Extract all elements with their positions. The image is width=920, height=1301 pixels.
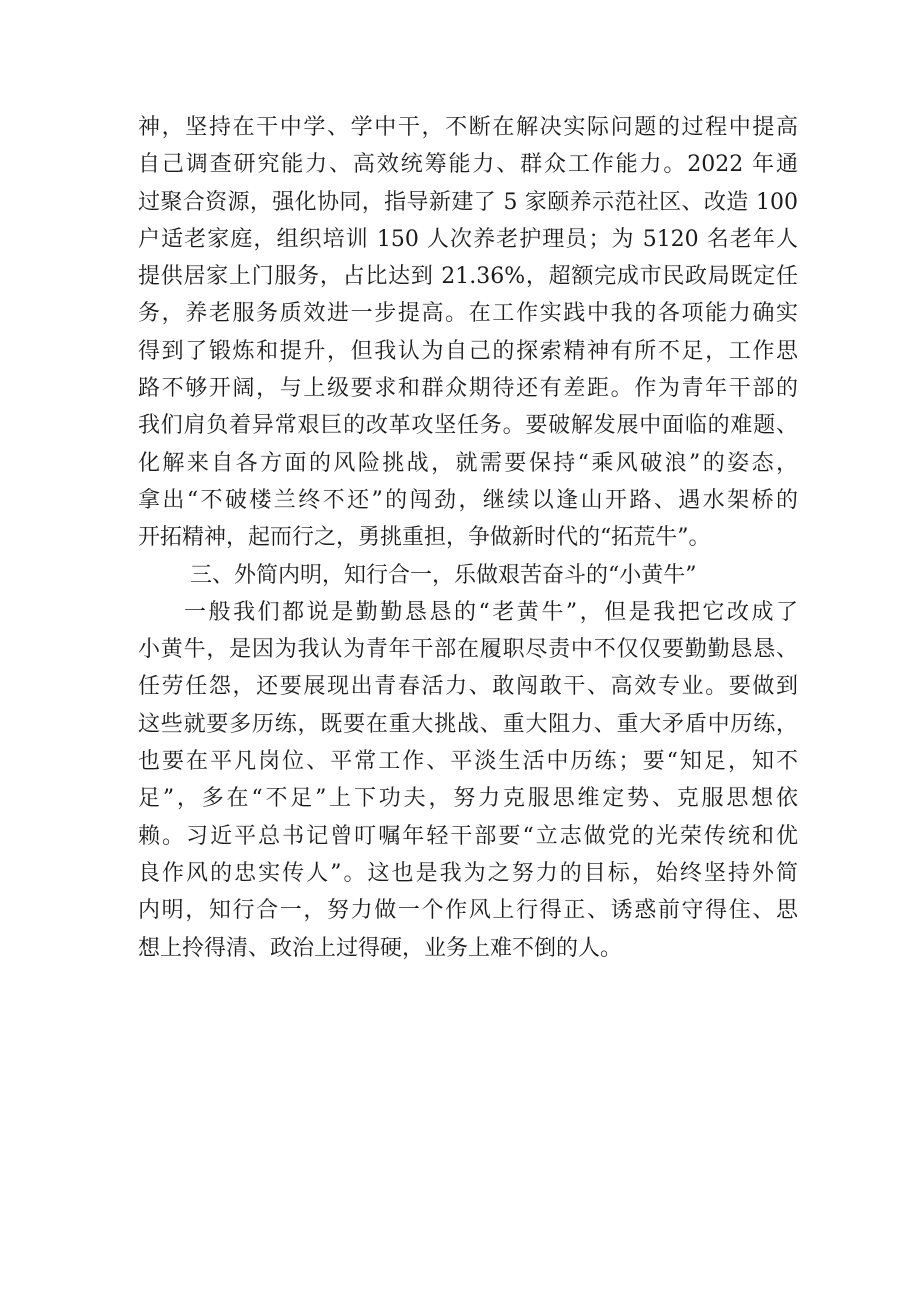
text-line: 路不够开阔，与上级要求和群众期待还有差距。作为青年干部的 <box>138 376 798 402</box>
text-line: 我们肩负着异常艰巨的改革攻坚任务。要破解发展中面临的难题、 <box>138 413 798 439</box>
text-line: 也要在平凡岗位、平常工作、平淡生活中历练；要“知足，知不 <box>138 749 798 775</box>
text-line: 化解来自各方面的风险挑战，就需要保持“乘风破浪”的姿态， <box>138 450 798 476</box>
text-line: 神，坚持在干中学、学中干，不断在解决实际问题的过程中提高 <box>138 115 798 140</box>
text-line: 赖。习近平总书记曾叮嘱年轻干部要“立志做党的光荣传统和优 <box>138 823 798 849</box>
text-line: 拿出“不破楼兰终不还”的闯劲，继续以逢山开路、遇水架桥的 <box>138 487 798 513</box>
text-line: 提供居家上门服务，占比达到 21.36%，超额完成市民政局既定任 <box>138 264 798 290</box>
paragraph-section-3 <box>138 594 798 967</box>
text-line: 足”，多在“不足”上下功夫，努力克服思维定势、克服思想依 <box>138 786 798 812</box>
text-line: 过聚合资源，强化协同，指导新建了 5 家颐养示范社区、改造 100 <box>138 189 798 215</box>
text-line: 这些就要多历练，既要在重大挑战、重大阻力、重大矛盾中历练， <box>138 711 798 737</box>
text-line: 小黄牛，是因为我认为青年干部在履职尽责中不仅仅要勤勤恳恳、 <box>138 637 798 663</box>
text-line: 自己调查研究能力、高效统筹能力、群众工作能力。2022 年通 <box>138 152 798 178</box>
text-line: 任劳任怨，还要展现出青春活力、敢闯敢干、高效专业。要做到 <box>138 674 798 700</box>
text-line: 户适老家庭，组织培训 150 人次养老护理员；为 5120 名老年人 <box>138 226 798 252</box>
text-line: 想上拎得清、政治上过得硬，业务上难不倒的人。 <box>138 935 623 961</box>
section-heading: 三、外简内明，知行合一，乐做艰苦奋斗的“小黄牛” <box>190 562 697 588</box>
document-body <box>138 109 798 967</box>
text-line: 良作风的忠实传人”。这也是我为之努力的目标，始终坚持外简 <box>138 860 798 886</box>
text-line: 得到了锻炼和提升，但我认为自己的探索精神有所不足，工作思 <box>138 338 798 364</box>
paragraph-continuation <box>138 109 798 557</box>
text-line: 内明，知行合一，努力做一个作风上行得正、诱惑前守得住、思 <box>138 898 798 924</box>
text-line: 一般我们都说是勤勤恳恳的“老黄牛”，但是我把它改成了 <box>184 599 798 625</box>
text-line: 开拓精神，起而行之，勇挑重担，争做新时代的“拓荒牛”。 <box>138 525 711 551</box>
text-line: 务，养老服务质效进一步提高。在工作实践中我的各项能力确实 <box>138 301 798 327</box>
